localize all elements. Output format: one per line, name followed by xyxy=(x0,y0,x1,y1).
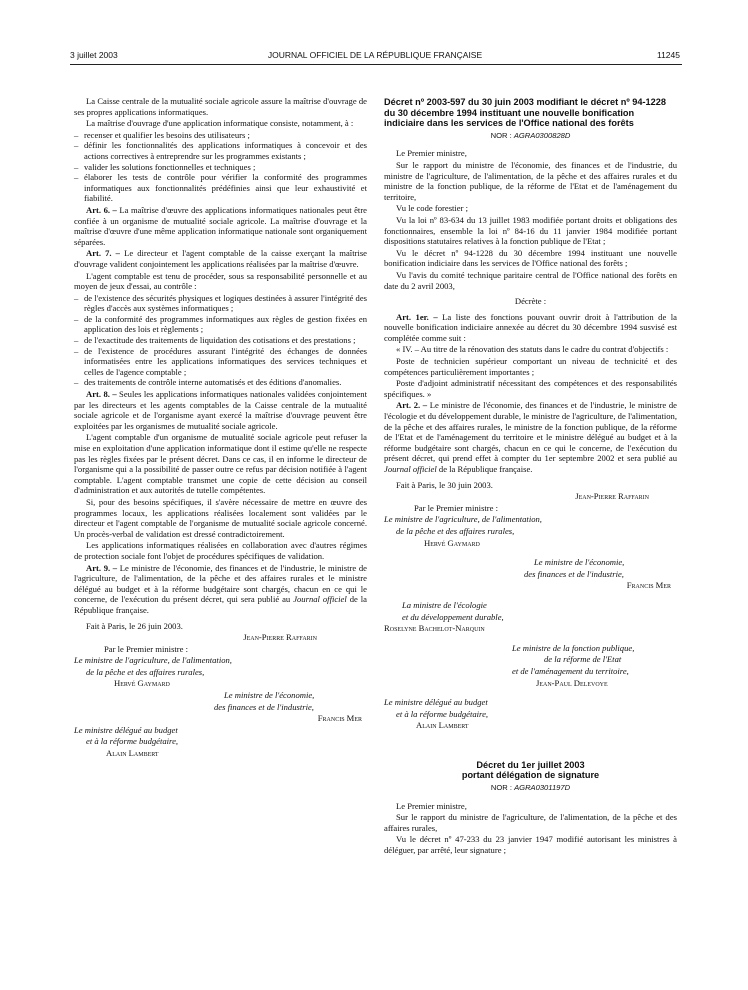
header-journal-title: JOURNAL OFFICIEL DE LA RÉPUBLIQUE FRANÇAISE xyxy=(267,50,483,60)
list-item: – recenser et qualifier les besoins des utilisateurs ; xyxy=(74,129,250,140)
fait-a-paris: Fait à Paris, le 26 juin 2003. xyxy=(86,620,183,631)
minister-title: Le ministre de l'économie, xyxy=(534,557,625,568)
minister-title: et du développement durable, xyxy=(402,611,504,622)
article-2: Art. 2. – Le ministre de l'économie, des finances et de l'industrie, le ministre de l'écologie et du développement durable, le ministre de l'agriculture, de l'alimentation, de la pêche et des affaires rurales, le ministre de la fonction publique, de la réforme de l'Etat et de l'aménagement du territoire et le ministre délégué au budget et à la réforme budgétaire sont chargés, chacun en ce qui le concerne, de l'exécution du présent décret, qui prend effet à compter du 1er septembre 2002 et sera publié au Journal officiel de la République française. xyxy=(384,400,677,474)
paragraph: Vu le décret nº 47-233 du 23 janvier 1947 modifié autorisant les ministres à déléguer, par arrêté, leur signature ; xyxy=(384,834,677,856)
minister-title: La ministre de l'écologie xyxy=(402,599,487,610)
par-premier-ministre: Par le Premier ministre : xyxy=(414,502,499,513)
fait-a-paris: Fait à Paris, le 30 juin 2003. xyxy=(396,479,493,490)
paragraph: Le Premier ministre, xyxy=(396,148,467,159)
minister-title: et à la réforme budgétaire, xyxy=(396,708,489,719)
paragraph: Vu le décret nº 94-1228 du 30 décembre 1994 instituant une nouvelle bonification indiciaire dans les services de l'Office national des forêts ; xyxy=(384,247,677,269)
paragraph: « IV. – Au titre de la rénovation des statuts dans le cadre du contrat d'objectifs : xyxy=(396,344,669,355)
minister-title: de la réforme de l'Etat xyxy=(544,654,622,665)
list-item: – élaborer les tests de contrôle pour vérifier la conformité des programmes informatiques aux fonctionnalités prédéfinies ainsi que leur exhaustivité et fiabilité. xyxy=(74,172,367,204)
minister-title: Le ministre délégué au budget xyxy=(74,724,178,735)
signatory-name: Francis Mer xyxy=(317,713,362,724)
minister-title: de la pêche et des affaires rurales, xyxy=(396,525,515,536)
minister-title: des finances et de l'industrie, xyxy=(524,568,624,579)
minister-title: Le ministre de l'agriculture, de l'alimentation, xyxy=(74,655,232,666)
minister-title: et de l'aménagement du territoire, xyxy=(512,665,629,676)
signatory-name: Hervé Gaymard xyxy=(424,537,480,548)
minister-title: Le ministre de l'agriculture, de l'alimentation, xyxy=(384,514,542,525)
paragraph: Les applications informatiques réalisées en collaboration avec d'autres régimes de protection sociale font l'objet de procédures spécifiques de validation. xyxy=(74,540,367,561)
decree-title: Décret nº 2003-597 du 30 juin 2003 modifiant le décret nº 94-1228 du 30 décembre 1994 instituant une nouvelle bonification indiciaire dans les services de l'Office national des forêts xyxy=(384,97,666,129)
paragraph: Sur le rapport du ministre de l'agriculture, de l'alimentation, de la pêche et des affaires rurales, xyxy=(384,812,677,833)
minister-title: des finances et de l'industrie, xyxy=(214,701,314,712)
list-maitrise-ouvrage xyxy=(74,130,367,204)
paragraph: Sur le rapport du ministre de l'économie, des finances et de l'industrie, du ministre de l'agriculture, de l'alimentation, de la pêche et des affaires rurales et du ministre de la fonction publique, de la réforme de l'Etat et de l'aménagement du territoire, xyxy=(384,159,677,202)
list-controle xyxy=(74,293,367,388)
list-item: – valider les solutions fonctionnelles et techniques ; xyxy=(74,161,256,172)
paragraph: Poste d'adjoint administratif nécessitant des compétences et des responsabilités spécifiques. » xyxy=(384,378,677,399)
nor-reference: NOR : AGRA0301197D xyxy=(490,783,571,793)
signatory-name: Alain Lambert xyxy=(106,748,159,759)
signatory-name: Jean-Paul Delevoye xyxy=(536,677,608,688)
decrete: Décrète : xyxy=(514,296,547,307)
signatory-name: Jean-Pierre Raffarin xyxy=(243,632,317,643)
signatory-name: Jean-Pierre Raffarin xyxy=(575,491,649,502)
header-date: 3 juillet 2003 xyxy=(70,50,118,60)
list-item: – de l'exactitude des traitements de liquidation des cotisations et des prestations ; xyxy=(74,335,356,346)
header-page-number: 11245 xyxy=(656,50,680,60)
signatory-name: Francis Mer xyxy=(626,580,671,591)
article-8: Art. 8. – Seules les applications informatiques nationales validées conjointement par les directeurs et les agents comptables de la Caisse centrale de la mutualité sociale agricole et de l'organisme ayant exercé la maîtrise d'ouvrage peuvent être exploitées par les organismes de mutualité sociale agricole. xyxy=(74,389,367,431)
left-column xyxy=(74,96,367,760)
list-item: – des traitements de contrôle interne automatisés et des éditions d'anomalies. xyxy=(74,377,342,388)
header-rule xyxy=(70,64,682,65)
list-item: – de la conformité des programmes informatiques aux règles de gestion fixées en application des lois et règlements ; xyxy=(74,313,367,335)
minister-title: Le ministre de l'économie, xyxy=(224,690,315,701)
article-7: Art. 7. – Le directeur et l'agent comptable de la caisse exerçant la maîtrise d'ouvrage valident conjointement les applications réalisées par la maîtrise d'œuvre. xyxy=(74,248,367,269)
paragraph: L'agent comptable est tenu de procéder, sous sa responsabilité personnelle et au moyen de jeux d'essai, au contrôle : xyxy=(74,270,367,292)
decree-title: Décret du 1er juillet 2003 xyxy=(476,759,585,770)
article-6: Art. 6. – La maîtrise d'œuvre des applications informatiques nationales peut être confiée à un organisme de mutualité sociale agricole. La maîtrise d'ouvrage et la maîtrise d'œuvre d'une même application informatique nationale sont organiquement séparées. xyxy=(74,204,367,247)
minister-title: de la pêche et des affaires rurales, xyxy=(86,666,205,677)
list-item: – de l'existence de procédures assurant l'intégrité des échanges de données informatisées entre les applications informatiques des services techniques et celles de l'agence comptable ; xyxy=(74,345,367,377)
paragraph: Vu l'avis du comité technique paritaire central de l'Office national des forêts en date du 2 avril 2003, xyxy=(384,269,677,291)
right-column xyxy=(384,97,677,857)
signatory-name: Alain Lambert xyxy=(416,720,469,731)
nor-reference: NOR : AGRA0300828D xyxy=(490,130,571,140)
paragraph: Si, pour des besoins spécifiques, il s'avère nécessaire de mettre en œuvre des programmes locaux, les applications réalisées localement sont validées par le directeur et l'agent comptable de l'organisme de mutualité sociale agricole concerné. Un procès-verbal de validation est dressé contradictoirement. xyxy=(74,496,367,539)
paragraph: La Caisse centrale de la mutualité sociale agricole assure la maîtrise d'ouvrage de ses propres applications informatiques. xyxy=(74,96,367,117)
minister-title: Le ministre de la fonction publique, xyxy=(512,642,635,653)
list-item: – de l'existence des sécurités physiques et logiques destinées à assurer l'intégrité des règles d'accès aux systèmes informatiques ; xyxy=(74,292,367,314)
paragraph: La maîtrise d'ouvrage d'une application informatique consiste, notamment, à : xyxy=(86,118,354,129)
signatory-name: Roselyne Bachelot-Narquin xyxy=(384,623,485,634)
article-1: Art. 1er. – La liste des fonctions pouvant ouvrir droit à l'attribution de la nouvelle bonification indiciaire annexée au décret du 30 décembre 1994 susvisé est complétée comme suit : xyxy=(384,311,677,343)
article-9: Art. 9. – Le ministre de l'économie, des finances et de l'industrie, le ministre de l'agriculture, de l'alimentation, de la pêche et des affaires rurales et le ministre délégué au budget et à la réforme budgétaire sont chargés, chacun en ce qui le concerne, de l'exécution du présent décret, qui sera publié au Journal officiel de la République française. xyxy=(74,562,367,615)
paragraph: Vu la loi nº 83-634 du 13 juillet 1983 modifiée portant droits et obligations des fonctionnaires, ensemble la loi nº 84-16 du 11 janvier 1984 modifiée portant dispositions statutaires relatives à la fonction publique de l'Etat ; xyxy=(384,214,677,247)
par-premier-ministre: Par le Premier ministre : xyxy=(104,643,189,654)
signatory-name: Hervé Gaymard xyxy=(114,678,170,689)
paragraph: Vu le code forestier ; xyxy=(396,203,469,214)
paragraph: Poste de technicien supérieur comportant un niveau de technicité et des compétences particulièrement importantes ; xyxy=(384,356,677,377)
paragraph: L'agent comptable d'un organisme de mutualité sociale agricole peut refuser la mise en exploitation d'une application informatique dont il estime qu'elle ne respecte pas les règles fixées par le présent décret. Dans ce cas, il en informe le directeur de l'organisme qui a la possibilité de passer outre ce refus par décision notifiée à l'agent comptable. L'agent comptable transmet une copie de cette décision au conseil d'administration et aux autorités de tutelle compétentes. xyxy=(74,432,367,496)
minister-title: et à la réforme budgétaire, xyxy=(86,736,179,747)
minister-title: Le ministre délégué au budget xyxy=(384,697,488,708)
decree-title: portant délégation de signature xyxy=(461,770,600,781)
list-item: – définir les fonctionnalités des applications informatiques à concevoir et des actions correctives à entreprendre sur les programmes existants ; xyxy=(74,140,367,161)
paragraph: Le Premier ministre, xyxy=(396,800,467,811)
